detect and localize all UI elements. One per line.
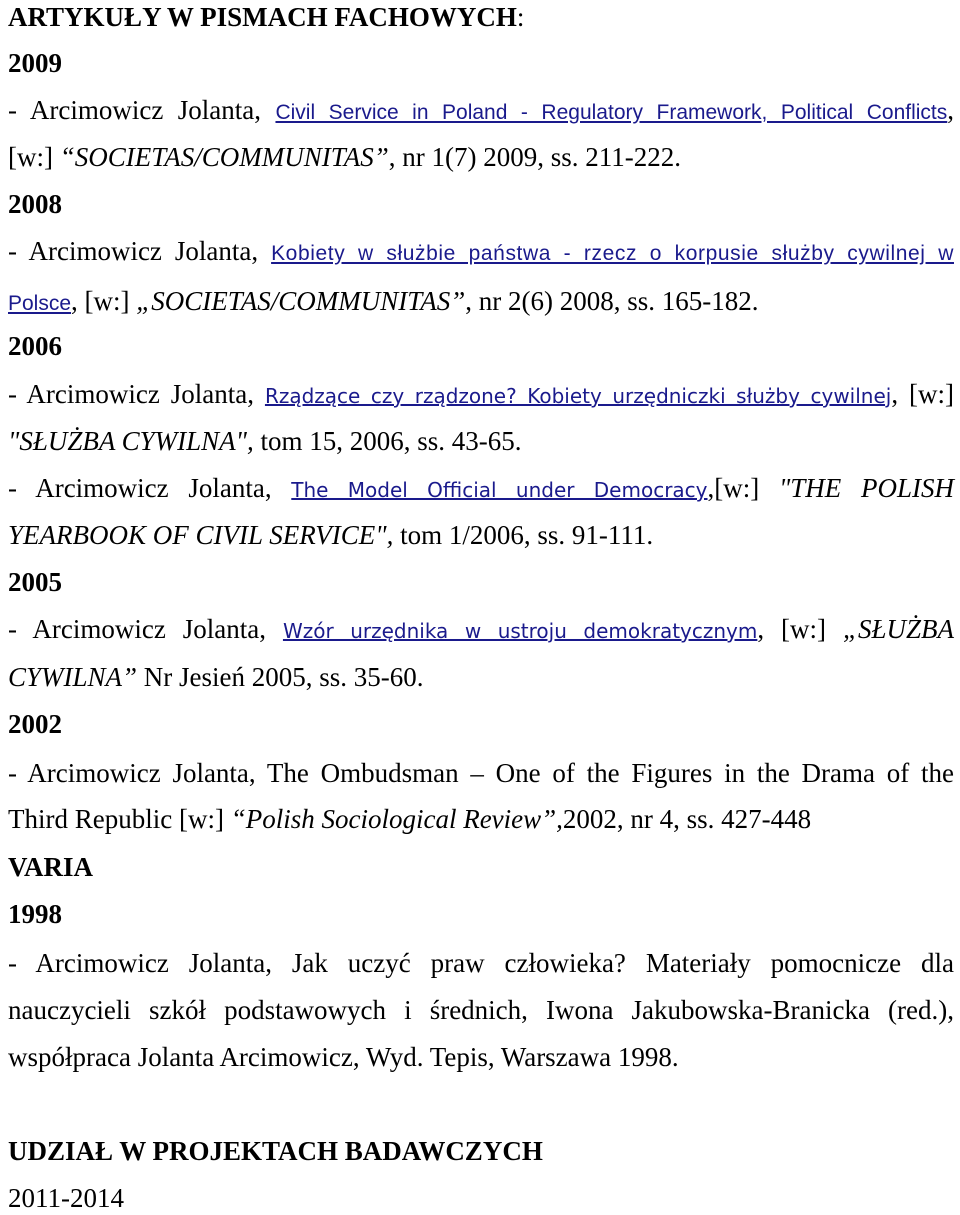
entry-author: - Arcimowicz Jolanta,	[8, 379, 255, 409]
entry-punct: ,[w:]	[707, 473, 779, 503]
entry-author: - Arcimowicz Jolanta,	[8, 95, 262, 125]
entry-details: , nr 2(6) 2008, ss. 165-182.	[465, 286, 759, 316]
entry-punct: ,	[947, 95, 955, 125]
entry-2006a-line1	[8, 377, 954, 413]
year-1998: 1998	[8, 899, 62, 929]
year-2008: 2008	[8, 189, 62, 219]
journal-title: „SOCIETAS/COMMUNITAS”	[136, 286, 466, 316]
varia-line3: współpraca Jolanta Arcimowicz, Wyd. Tepis, Warszawa 1998.	[8, 1042, 679, 1072]
entry-2002-line1: - Arcimowicz Jolanta, The Ombudsman – One of the Figures in the Drama of the	[8, 758, 954, 788]
entry-punct: , [w:]	[757, 614, 843, 644]
journal-title: “SOCIETAS/COMMUNITAS”	[59, 142, 389, 172]
journal-title: "SŁUŻBA CYWILNA",	[8, 426, 254, 456]
varia-line2: nauczycieli szkół podstawowych i średnich, Iwona Jakubowska-Branicka (red.),	[8, 995, 954, 1025]
projects-year: 2011-2014	[8, 1183, 124, 1213]
entry-2008-line2	[8, 284, 954, 321]
entry-2009-line2	[8, 140, 954, 174]
year-2009: 2009	[8, 48, 62, 78]
articles-heading: ARTYKUŁY W PISMACH FACHOWYCH	[8, 2, 517, 32]
entry-source-prefix: Third Republic [w:]	[8, 804, 231, 834]
entry-details: tom 15, 2006, ss. 43-65.	[253, 426, 522, 456]
entry-details: , nr 1(7) 2009, ss. 211-222.	[388, 142, 681, 172]
journal-title: CYWILNA”	[8, 662, 138, 692]
entry-2002-line2	[8, 802, 954, 836]
journal-title-start: „SŁUŻBA	[842, 614, 954, 644]
entry-punct: , [w:]	[891, 379, 954, 409]
article-link-kobiety-w-sluzbie[interactable]: Kobiety w służbie państwa - rzecz o korpusie służby cywilnej w	[271, 242, 954, 265]
article-link-model-official[interactable]: The Model Official under Democracy	[291, 478, 708, 502]
entry-author: - Arcimowicz Jolanta,	[8, 473, 272, 503]
entry-2009-line1	[8, 93, 954, 130]
article-link-kobiety-w-sluzbie-cont[interactable]: Polsce	[8, 292, 72, 315]
entry-source-prefix: , [w:]	[71, 286, 137, 316]
entry-source-prefix: [w:]	[8, 142, 60, 172]
journal-title: YEARBOOK OF CIVIL SERVICE",	[8, 520, 394, 550]
entry-details: 2002, nr 4, ss. 427-448	[562, 804, 812, 834]
journal-title: “Polish Sociological Review”,	[230, 804, 563, 834]
varia-heading: VARIA	[8, 852, 94, 882]
entry-2005-line1	[8, 612, 954, 648]
entry-2006b-line1	[8, 471, 954, 507]
entry-2006a-line2	[8, 424, 954, 458]
entry-2008-line1	[8, 234, 954, 271]
entry-2006b-line2	[8, 518, 954, 552]
article-link-rzadzace[interactable]: Rządzące czy rządzone? Kobiety urzędniczki służby cywilnej	[264, 384, 892, 408]
entry-2005-line2	[8, 660, 954, 694]
year-2006: 2006	[8, 331, 62, 361]
entry-details: Nr Jesień 2005, ss. 35-60.	[137, 662, 424, 692]
heading-colon: :	[516, 2, 525, 32]
journal-title-start: "THE POLISH	[778, 473, 954, 503]
projects-heading: UDZIAŁ W PROJEKTACH BADAWCZYCH	[8, 1136, 543, 1166]
entry-author: - Arcimowicz Jolanta,	[8, 614, 267, 644]
article-link-wzor-urzednika[interactable]: Wzór urzędnika w ustroju demokratycznym	[282, 619, 758, 643]
articles-heading-line	[8, 0, 954, 34]
year-2005: 2005	[8, 567, 62, 597]
article-link-civil-service[interactable]: Civil Service in Poland - Regulatory Framework, Political Conflicts	[275, 101, 948, 124]
varia-line1: - Arcimowicz Jolanta, Jak uczyć praw człowieka? Materiały pomocnicze dla	[8, 948, 954, 978]
entry-details: tom 1/2006, ss. 91-111.	[393, 520, 654, 550]
entry-author: - Arcimowicz Jolanta,	[8, 236, 259, 266]
year-2002: 2002	[8, 709, 62, 739]
